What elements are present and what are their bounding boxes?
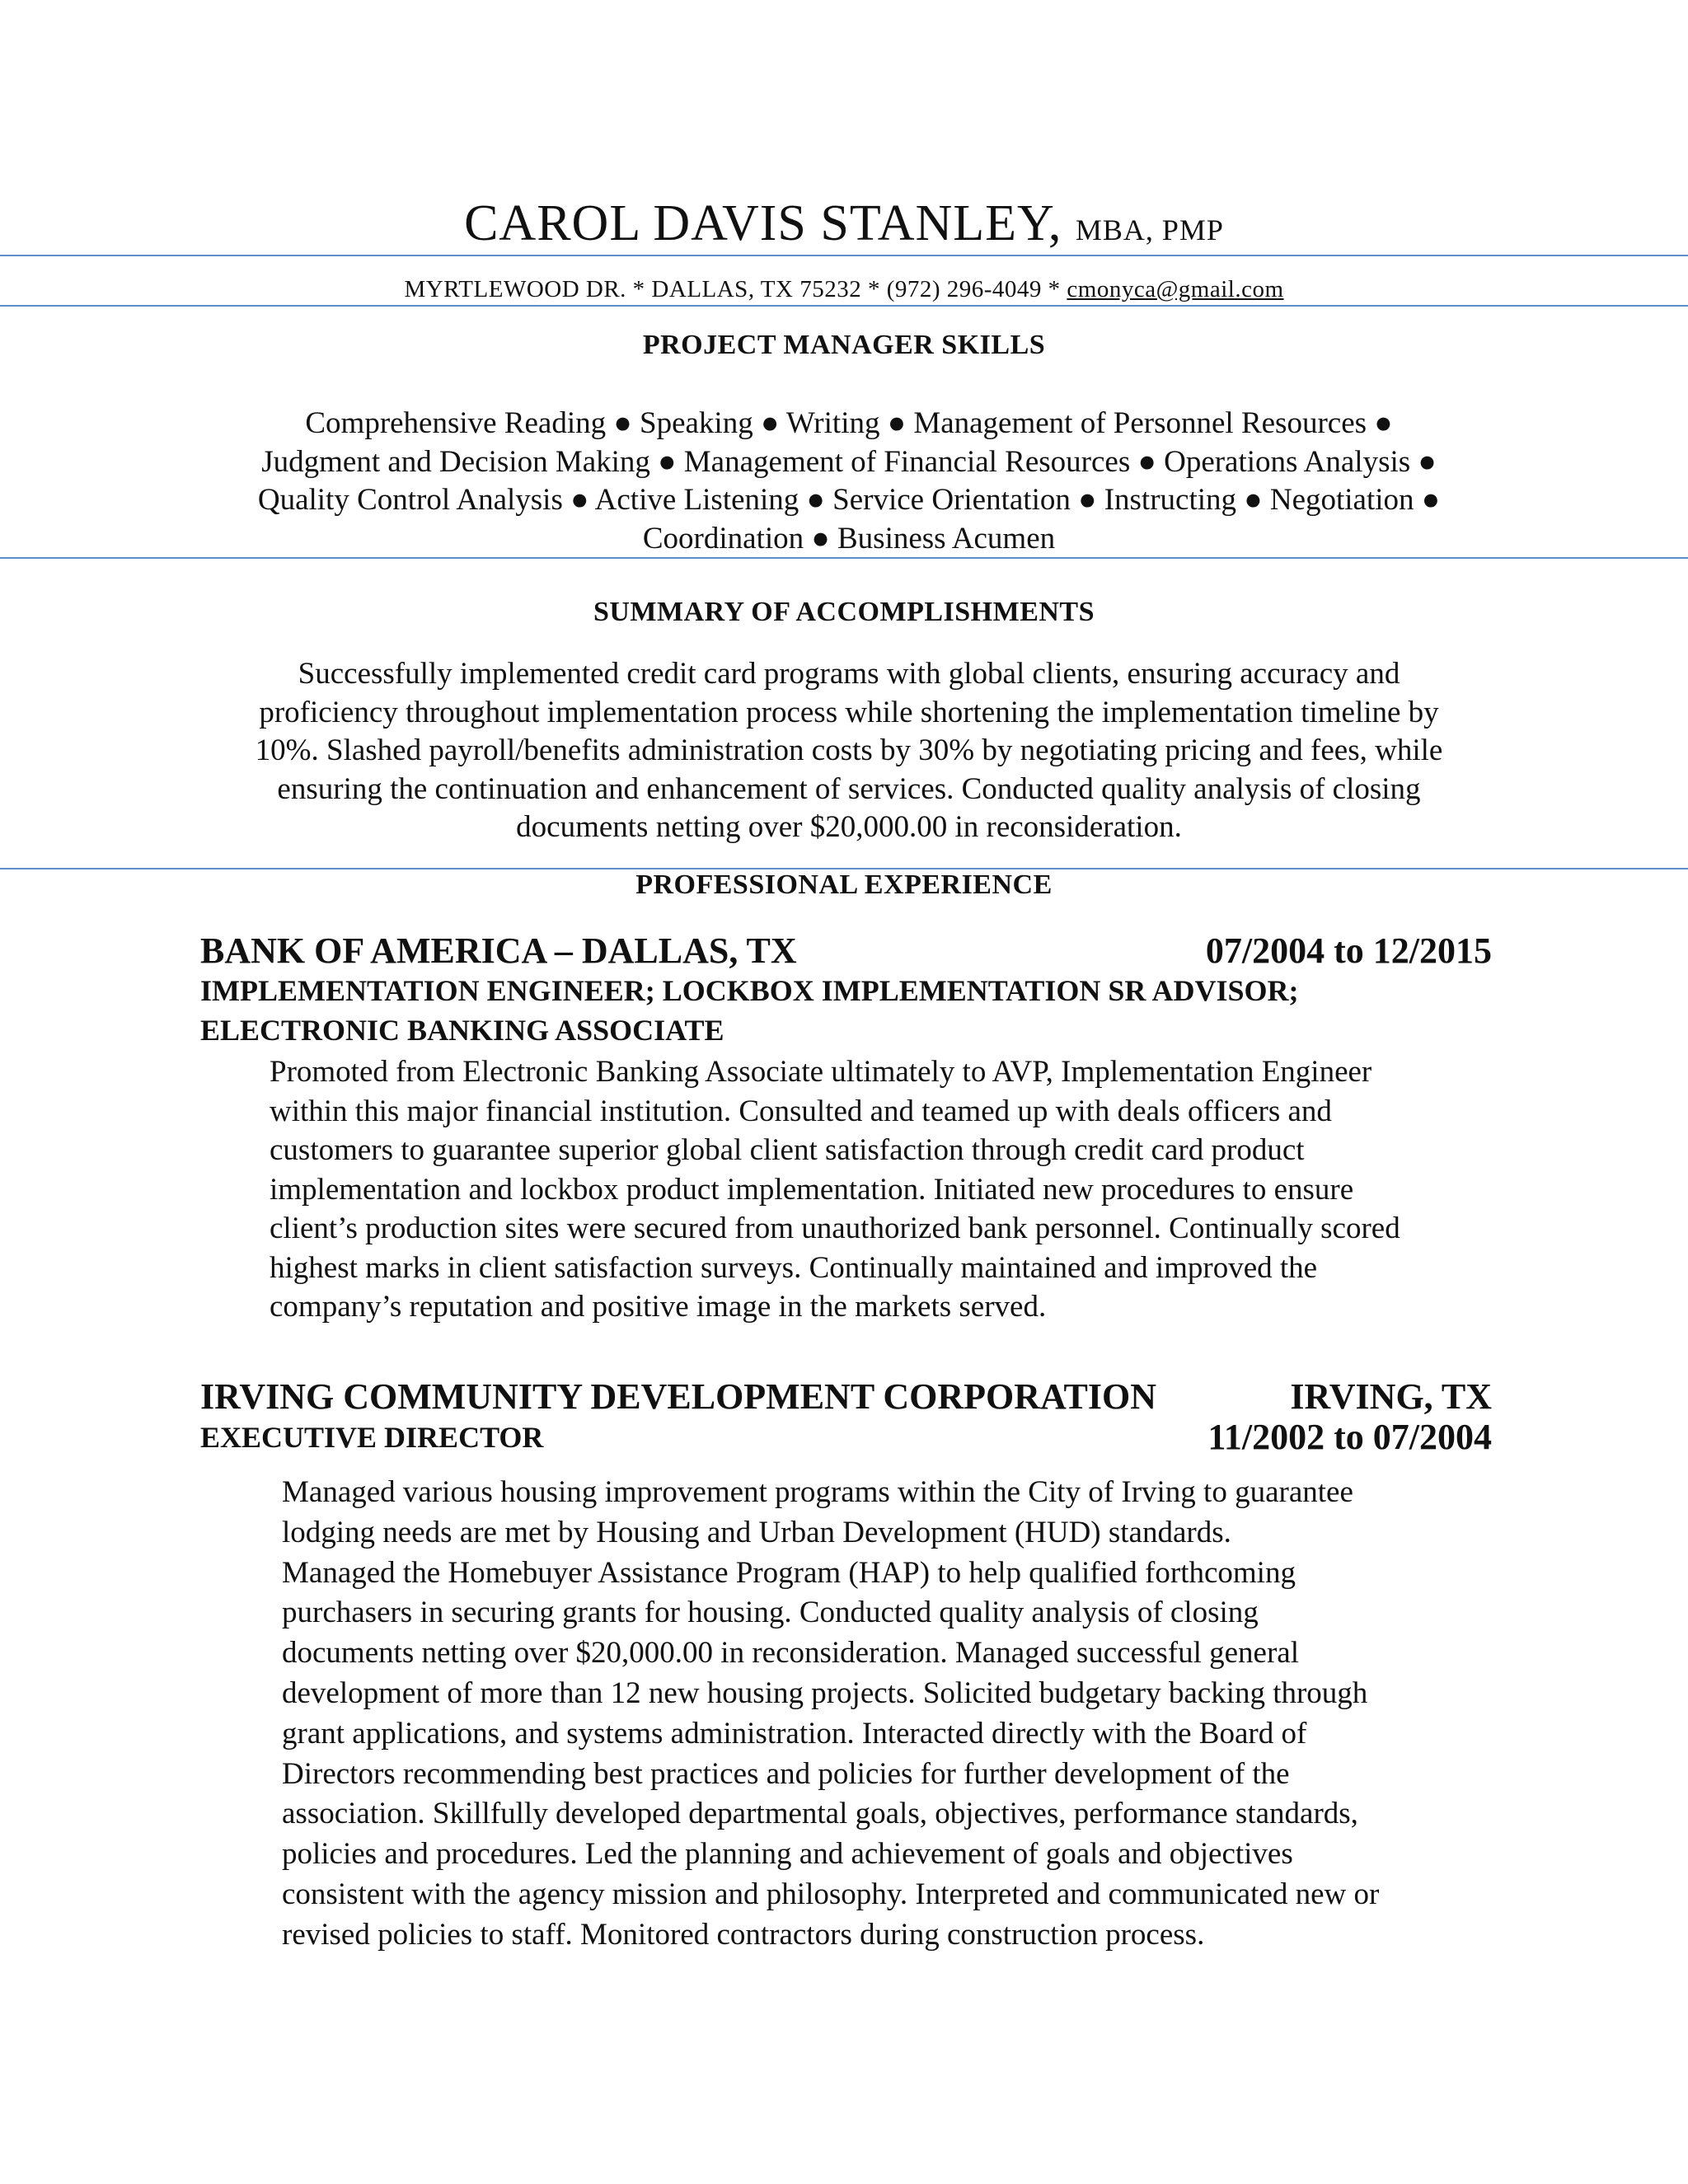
- job-description-line: customers to guarantee superior global client satisfaction through credit card product: [270, 1133, 1305, 1167]
- job-description-line: Managed various housing improvement programs within the City of Irving to guarantee: [282, 1475, 1353, 1509]
- job-description-line: within this major financial institution. Consulted and teamed up with deals officers and: [270, 1094, 1332, 1128]
- skills-line: Judgment and Decision Making ● Management of Financial Resources ● Operations Analysis ●: [261, 444, 1437, 479]
- job-description-line: Promoted from Electronic Banking Associate ultimately to AVP, Implementation Engineer: [270, 1055, 1372, 1089]
- job-description-line: documents netting over $20,000.00 in reconsideration. Managed successful general: [282, 1636, 1300, 1671]
- credentials: MBA, PMP: [1075, 213, 1224, 246]
- job-title-line: ELECTRONIC BANKING ASSOCIATE: [200, 1014, 724, 1047]
- job-description-line: grant applications, and systems administration. Interacted directly with the Board of: [282, 1716, 1307, 1750]
- divider: [0, 255, 1688, 256]
- job-description: [282, 1473, 1379, 1956]
- skills-line: Coordination ● Business Acumen: [642, 521, 1056, 555]
- summary-paragraph: [198, 655, 1500, 847]
- contact-line: [0, 276, 1688, 303]
- job-description-line: consistent with the agency mission and philosophy. Interpreted and communicated new or: [282, 1877, 1380, 1911]
- name-text: CAROL DAVIS STANLEY,: [464, 195, 1062, 251]
- address: MYRTLEWOOD DR. * DALLAS, TX 75232 * (972) 296-4049 *: [404, 276, 1067, 302]
- divider: [0, 305, 1688, 307]
- summary-heading: SUMMARY OF ACCOMPLISHMENTS: [593, 597, 1095, 627]
- job-dates: 11/2002 to 07/2004: [1207, 1417, 1492, 1457]
- job-description-line: association. Skillfully developed departmental goals, objectives, performance standards,: [282, 1797, 1358, 1831]
- skills-line: Quality Control Analysis ● Active Listening ● Service Orientation ● Instructing ● Negotiation ●: [257, 483, 1441, 517]
- summary-line: ensuring the continuation and enhancement of services. Conducted quality analysis of closing: [277, 771, 1421, 806]
- job-description-line: implementation and lockbox product implementation. Initiated new procedures to ensure: [270, 1172, 1354, 1207]
- divider: [0, 557, 1688, 559]
- candidate-name: [0, 194, 1688, 253]
- skills-heading: PROJECT MANAGER SKILLS: [642, 330, 1046, 360]
- job-description-line: company’s reputation and positive image in the markets served.: [270, 1290, 1047, 1324]
- email-link[interactable]: cmonyca@gmail.com: [1067, 276, 1284, 302]
- job-title: EXECUTIVE DIRECTOR: [200, 1421, 544, 1454]
- summary-line: Successfully implemented credit card programs with global clients, ensuring accuracy and: [298, 657, 1400, 691]
- job-description-line: purchasers in securing grants for housing. Conducted quality analysis of closing: [282, 1596, 1259, 1630]
- job-company: IRVING COMMUNITY DEVELOPMENT CORPORATION: [200, 1376, 1157, 1417]
- job-description-line: Managed the Homebuyer Assistance Program (HAP) to help qualified forthcoming: [282, 1555, 1296, 1590]
- job-location: IRVING, TX: [1290, 1376, 1492, 1417]
- summary-line: proficiency throughout implementation process while shortening the implementation timeline by: [259, 695, 1439, 729]
- job-company: BANK OF AMERICA – DALLAS, TX: [200, 930, 797, 971]
- job-description-line: development of more than 12 new housing projects. Solicited budgetary backing through: [282, 1675, 1368, 1710]
- summary-line: documents netting over $20,000.00 in reconsideration.: [516, 810, 1182, 844]
- skills-list: [190, 405, 1508, 558]
- experience-heading: PROFESSIONAL EXPERIENCE: [635, 869, 1053, 900]
- job-description-line: lodging needs are met by Housing and Urban Development (HUD) standards.: [282, 1515, 1231, 1549]
- skills-line: Comprehensive Reading ● Speaking ● Writing ● Management of Personnel Resources ●: [305, 406, 1393, 440]
- job-description-line: Directors recommending best practices and policies for further development of the: [282, 1756, 1290, 1791]
- job-description-line: policies and procedures. Led the planning and achievement of goals and objectives: [282, 1837, 1293, 1872]
- job-description-line: highest marks in client satisfaction surveys. Continually maintained and improved the: [270, 1250, 1318, 1285]
- job-description-line: client’s production sites were secured from unauthorized bank personnel. Continually scored: [270, 1212, 1400, 1245]
- job-description: [270, 1052, 1400, 1327]
- job-dates: 07/2004 to 12/2015: [1205, 930, 1492, 971]
- job-title-line: IMPLEMENTATION ENGINEER; LOCKBOX IMPLEMENTATION SR ADVISOR;: [200, 974, 1299, 1007]
- summary-line: 10%. Slashed payroll/benefits administration costs by 30% by negotiating pricing and fees, while: [255, 733, 1443, 767]
- job-description-line: revised policies to staff. Monitored contractors during construction process.: [282, 1917, 1205, 1952]
- job-title: [200, 971, 1298, 1050]
